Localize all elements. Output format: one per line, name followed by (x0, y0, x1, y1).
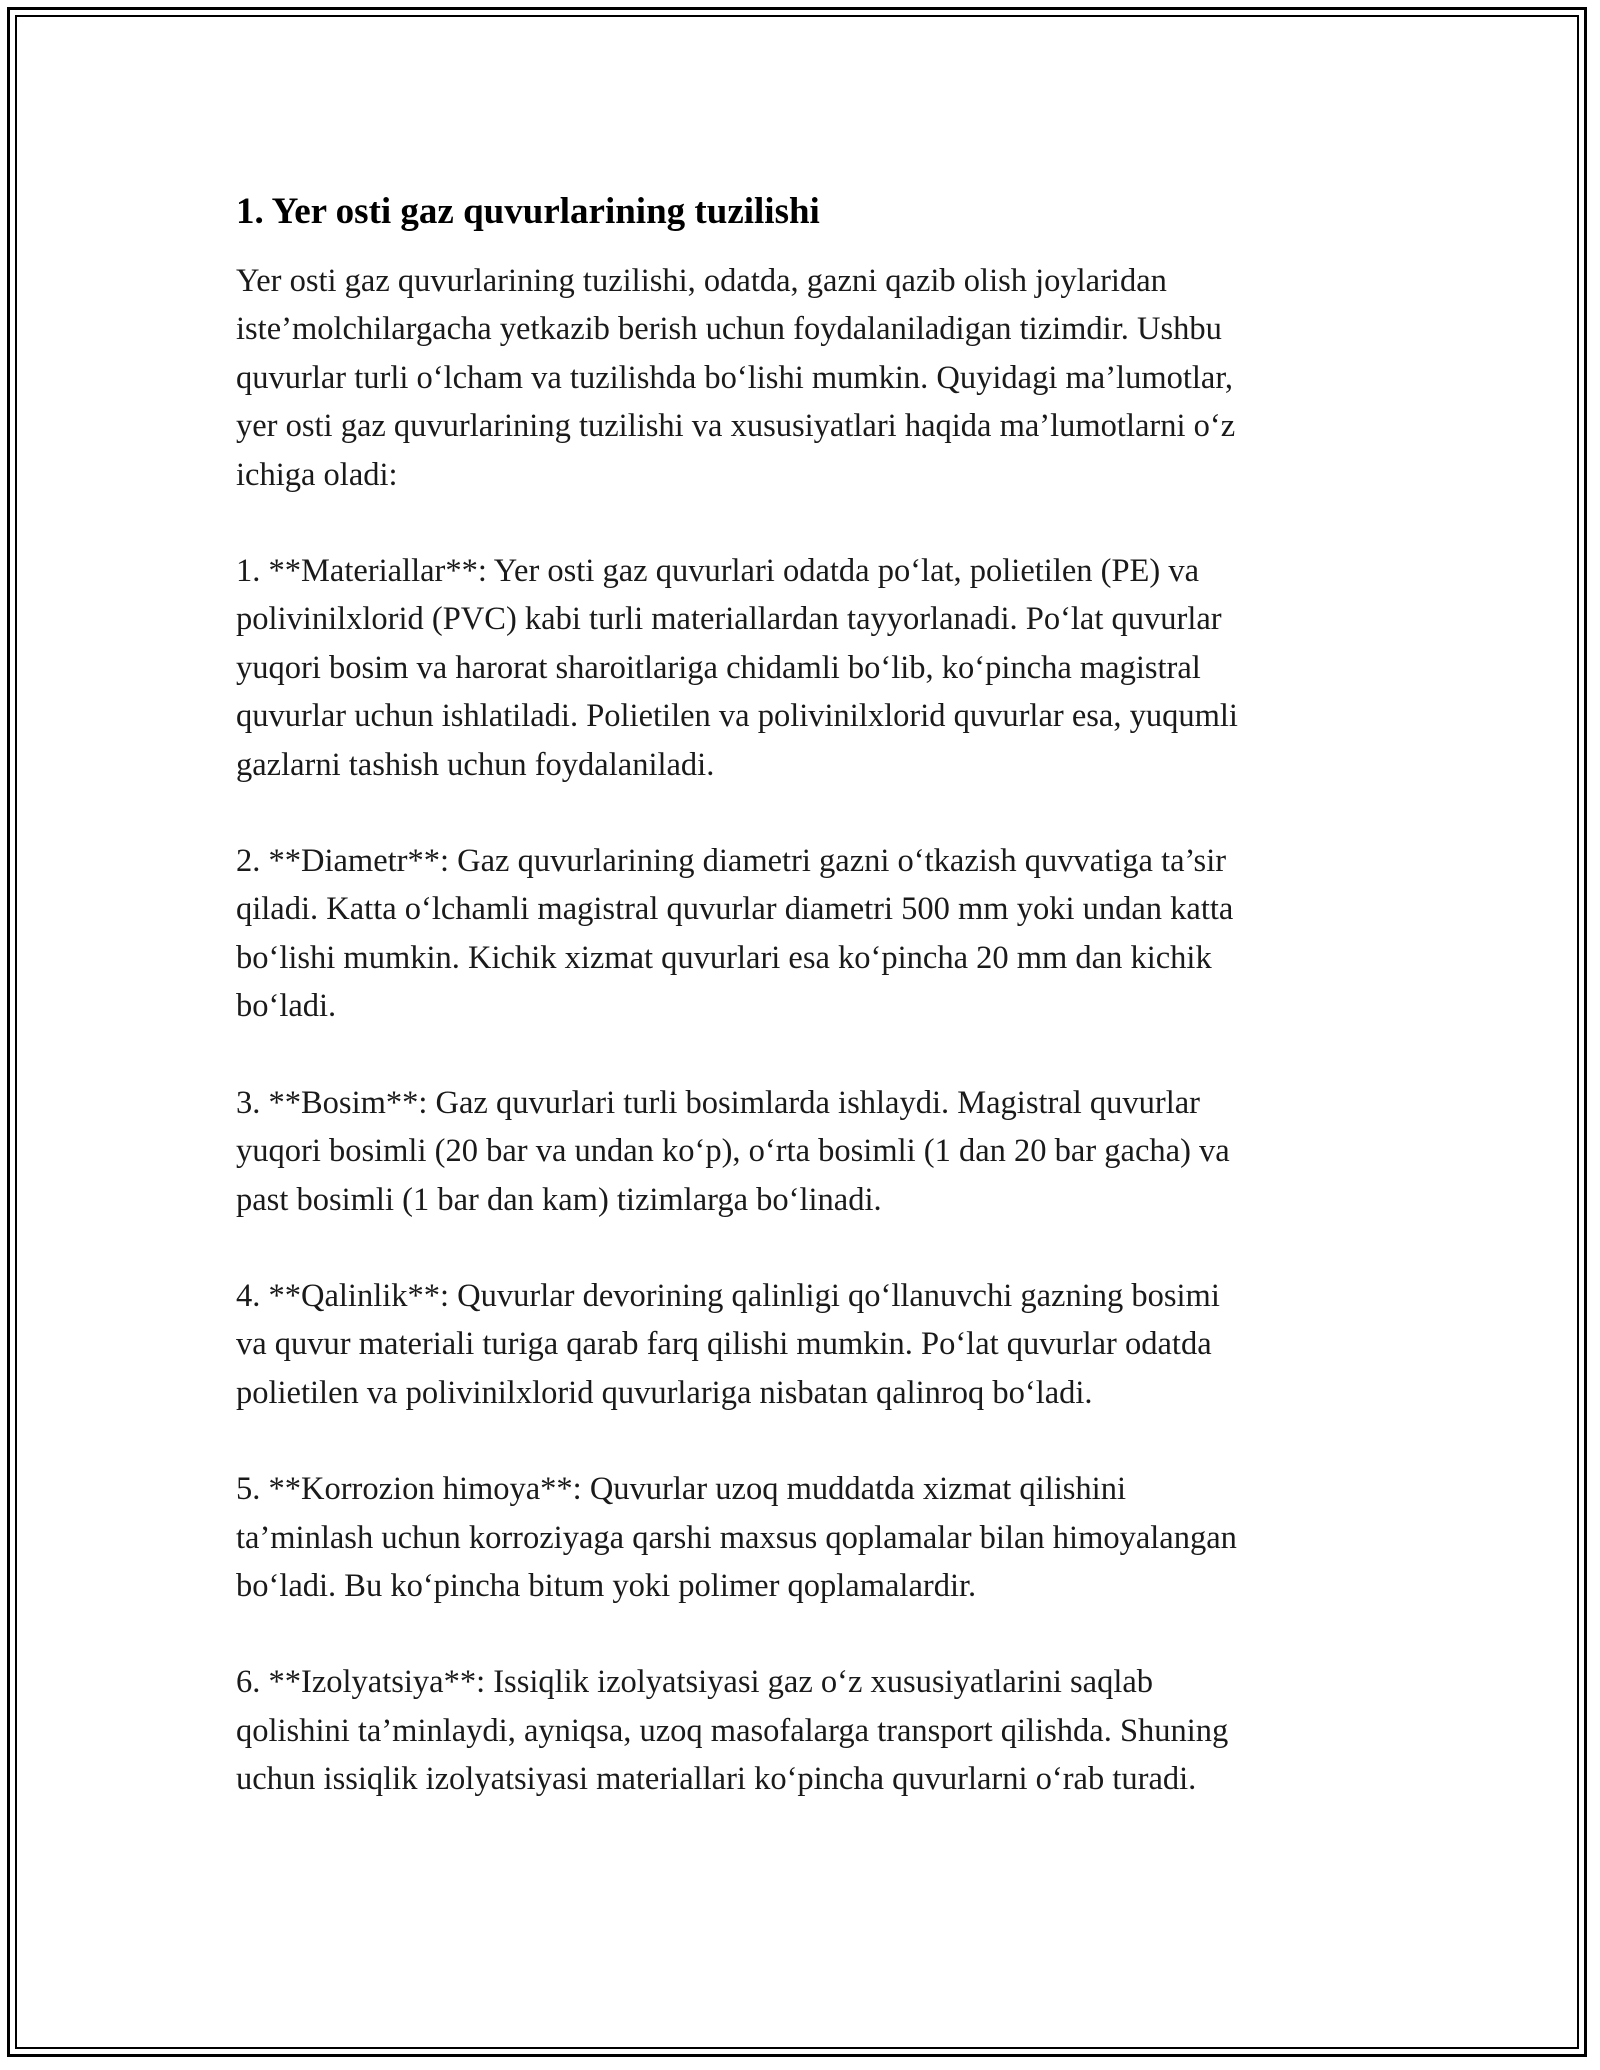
section-heading: 1. Yer osti gaz quvurlarining tuzilishi (236, 191, 820, 232)
paragraph-line: quvurlar turli o‘lcham va tuzilishda bo‘lishi mumkin. Quyidagi ma’lumotlar, (236, 359, 1233, 396)
paragraph-line: va quvur materiali turiga qarab farq qilishi mumkin. Po‘lat quvurlar odatda (236, 1326, 1212, 1363)
paragraph-line: bo‘ladi. Bu ko‘pincha bitum yoki polimer qoplamalardir. (236, 1567, 977, 1604)
paragraph-line: 1. **Materiallar**: Yer osti gaz quvurlari odatda po‘lat, polietilen (PE) va (236, 553, 1200, 590)
paragraph-line: 2. **Diametr**: Gaz quvurlarining diametri gazni o‘tkazish quvvatiga ta’sir (236, 843, 1227, 880)
paragraph-line: ichiga oladi: (236, 456, 398, 493)
intro-paragraph (236, 257, 1386, 499)
corrosion-paragraph (236, 1465, 1386, 1610)
insulation-paragraph (236, 1658, 1386, 1803)
materials-paragraph (236, 547, 1386, 789)
paragraph-line: past bosimli (1 bar dan kam) tizimlarga bo‘linadi. (236, 1181, 882, 1218)
paragraph-line: 3. **Bosim**: Gaz quvurlari turli bosimlarda ishlaydi. Magistral quvurlar (236, 1084, 1201, 1121)
paragraph-line: Yer osti gaz quvurlarining tuzilishi, odatda, gazni qazib olish joylaridan (236, 263, 1167, 299)
thickness-paragraph (236, 1272, 1386, 1417)
paragraph-line: 5. **Korrozion himoya**: Quvurlar uzoq muddatda xizmat qilishini (236, 1471, 1126, 1508)
paragraph-line: polietilen va polivinilxlorid quvurlariga nisbatan qalinroq bo‘ladi. (236, 1374, 1093, 1411)
diameter-paragraph (236, 837, 1386, 1031)
document-body (236, 188, 1386, 1852)
paragraph-line: bo‘lishi mumkin. Kichik xizmat quvurlari esa ko‘pincha 20 mm dan kichik (236, 939, 1212, 976)
paragraph-line: 6. **Izolyatsiya**: Issiqlik izolyatsiyasi gaz o‘z xususiyatlarini saqlab (236, 1664, 1154, 1701)
paragraph-line: qiladi. Katta o‘lchamli magistral quvurlar diametri 500 mm yoki undan katta (236, 891, 1234, 928)
paragraph-line: uchun issiqlik izolyatsiyasi materiallari ko‘pincha quvurlarni o‘rab turadi. (236, 1761, 1197, 1798)
paragraph-line: gazlarni tashish uchun foydalaniladi. (236, 746, 715, 783)
paragraph-line: yer osti gaz quvurlarining tuzilishi va xususiyatlari haqida ma’lumotlarni o‘z (236, 408, 1236, 445)
paragraph-line: polivinilxlorid (PVC) kabi turli materiallardan tayyorlanadi. Po‘lat quvurlar (236, 601, 1222, 638)
paragraph-line: 4. **Qalinlik**: Quvurlar devorining qalinligi qo‘llanuvchi gazning bosimi (236, 1277, 1220, 1314)
paragraph-line: quvurlar uchun ishlatiladi. Polietilen va polivinilxlorid quvurlar esa, yuqumli (236, 698, 1238, 735)
paragraph-line: qolishini ta’minlaydi, ayniqsa, uzoq masofalarga transport qilishda. Shuning (236, 1712, 1229, 1749)
paragraph-line: iste’molchilargacha yetkazib berish uchun foydalaniladigan tizimdir. Ushbu (236, 311, 1222, 348)
paragraph-line: ta’minlash uchun korroziyaga qarshi maxsus qoplamalar bilan himoyalangan (236, 1519, 1237, 1556)
paragraph-line: bo‘ladi. (236, 988, 337, 1025)
paragraph-line: yuqori bosim va harorat sharoitlariga chidamli bo‘lib, ko‘pincha magistral (236, 649, 1201, 686)
paragraph-line: yuqori bosimli (20 bar va undan ko‘p), o‘rta bosimli (1 dan 20 bar gacha) va (236, 1133, 1230, 1170)
pressure-paragraph (236, 1079, 1386, 1224)
